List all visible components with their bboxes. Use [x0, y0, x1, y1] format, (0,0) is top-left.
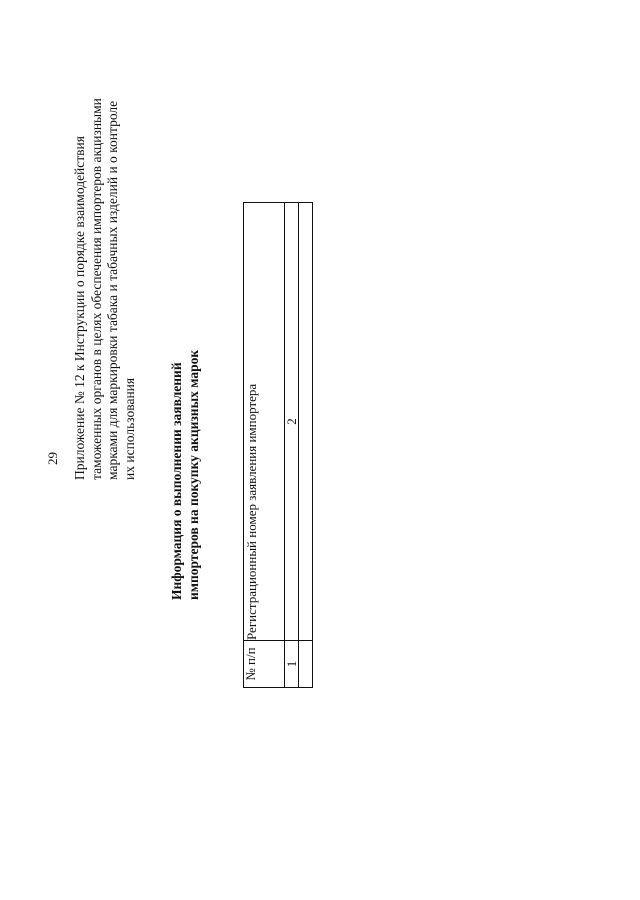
appendix-line: марками для маркировки табака и табачных изделий и о контроле [105, 100, 120, 480]
appendix-line: их использования [121, 377, 137, 480]
title-line: Информация о выполнении заявлений [169, 362, 184, 600]
appendix-note [72, 40, 138, 480]
appendix-line: Приложение № 12 к Инструкции о порядке взаимодействия [72, 136, 87, 480]
table-column-number-row [285, 203, 299, 688]
table-row [299, 203, 313, 688]
document-title [168, 350, 202, 600]
column-number-2: 2 [285, 203, 299, 641]
header-registration-number: Регистрационный номер заявления импортера [244, 203, 285, 641]
page-number: 29 [45, 452, 60, 465]
column-number-1: 1 [285, 641, 299, 688]
table-cell [299, 203, 313, 641]
header-number-column: № п/п [244, 641, 285, 688]
appendix-line: таможенных органов в целях обеспечения импортеров акцизными [88, 98, 104, 480]
applications-table [243, 202, 313, 688]
table-cell [299, 641, 313, 688]
table-header-row [244, 203, 285, 688]
title-line: импортеров на покупку акцизных марок [186, 349, 201, 600]
